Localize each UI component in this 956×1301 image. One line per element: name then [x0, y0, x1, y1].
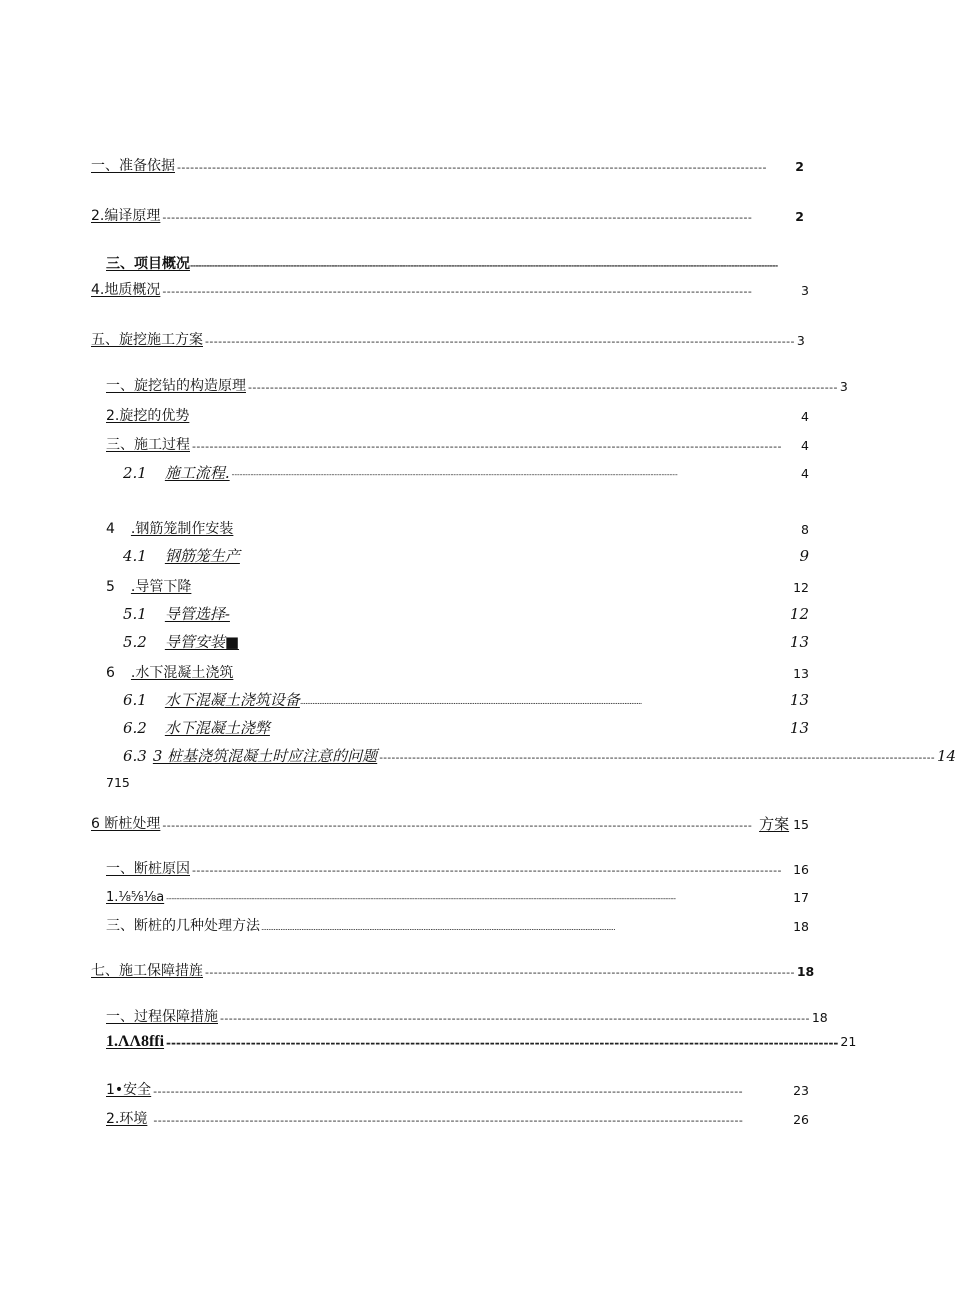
toc-entry-page: 16 — [793, 862, 809, 877]
toc-entry[interactable] — [106, 579, 809, 596]
toc-leader: --------------------------------------------------------------------------------------------------------------------------------------- — [162, 285, 753, 298]
toc-entry[interactable] — [123, 634, 809, 651]
toc-entry-title[interactable]: 4.地质概况 — [91, 282, 161, 298]
toc-leader: .................................................................................................................................................................................................... — [299, 697, 642, 706]
toc-leader: --------------------------------------------------------------------------------------------------------------------------------------- — [162, 819, 753, 832]
toc-entry-text: 水下混凝土浇弊 — [164, 719, 270, 737]
toc-entry[interactable] — [106, 378, 848, 395]
toc-entry[interactable] — [106, 437, 809, 454]
toc-entry[interactable] — [91, 282, 809, 299]
toc-entry[interactable] — [106, 256, 818, 273]
toc-entry-page: 9 — [799, 547, 809, 565]
toc-leader: --------------------------------------------------------------------------------------------------------------------------------------- — [220, 1012, 810, 1025]
toc-entry-title[interactable] — [106, 665, 233, 682]
toc-entry-title[interactable] — [106, 521, 233, 538]
toc-entry-title[interactable]: 一、过程保障措施 — [106, 1009, 218, 1025]
toc-entry-number: 5 — [106, 579, 115, 595]
toc-entry[interactable] — [91, 158, 804, 175]
toc-entry-number: 5.2 — [123, 633, 147, 651]
toc-entry-page: 12 — [793, 580, 809, 595]
toc-leader: --------------------------------------------------------------------------------------------------------------------------------------- — [205, 966, 795, 979]
toc-entry-title[interactable] — [123, 465, 230, 482]
toc-leader: --------------------------------------------------------------------------------------------------------------------------------------- — [192, 864, 782, 877]
toc-leader: ........................................................................................................................................................................................................... — [261, 923, 615, 932]
toc-entry-title[interactable]: 1.ΛΛ8ffi — [106, 1033, 165, 1050]
toc-entry-page: 17 — [793, 890, 809, 905]
toc-entry-number: 4 — [106, 521, 115, 537]
toc-entry-title[interactable]: 一、旋挖钻的构造原理 — [106, 378, 246, 394]
toc-entry[interactable] — [123, 692, 809, 709]
toc-entry-page: 13 — [789, 719, 809, 737]
stray-text: 715 — [106, 775, 130, 790]
toc-entry[interactable] — [123, 465, 809, 482]
toc-entry-number: 6.1 — [123, 691, 147, 709]
toc-entry-page: 13 — [793, 666, 809, 681]
toc-entry-page: 14 — [936, 747, 956, 765]
toc-entry-title[interactable]: 三、施工过程 — [106, 437, 190, 453]
toc-entry-number: 6 — [106, 665, 115, 681]
toc-entry-title[interactable]: 一、准备依据 — [91, 158, 175, 174]
toc-entry-text: 3 桩基浇筑混凝土时应注意的问题 — [152, 747, 378, 765]
toc-entry-page: 15 — [793, 817, 809, 832]
toc-entry-page: 26 — [793, 1112, 809, 1127]
toc-entry-text: .导管下降 — [130, 579, 192, 595]
toc-leader: ------------------------------------------------------------------------------------------------------------------------------------------------------------------------------------------------------------------------ — [190, 261, 778, 270]
toc-entry[interactable] — [106, 861, 809, 878]
toc-entry-title[interactable]: 三、项目概况 — [106, 256, 190, 272]
toc-entry[interactable] — [123, 548, 809, 565]
toc-entry-title[interactable]: 2.环境 — [106, 1111, 148, 1127]
toc-entry-title[interactable]: 6 断桩处理 — [91, 816, 161, 832]
toc-leader: --------------------------------------------------------------------------------------------------------------------------------------- — [166, 1036, 839, 1050]
toc-entry-page: 3 — [839, 379, 848, 394]
toc-entry[interactable] — [106, 521, 809, 538]
toc-entry-title[interactable]: 2.旋挖的优势 — [106, 408, 190, 424]
toc-entry-number: 6.3 — [123, 747, 147, 765]
toc-entry-page: 18 — [796, 964, 815, 979]
toc-leader: --------------------------------------------------------------------------------------------------------------------------------------- — [379, 751, 935, 764]
toc-entry[interactable] — [106, 408, 809, 425]
toc-entry-title[interactable]: 一、断桩原因 — [106, 861, 190, 877]
toc-leader: ----------------------------------------------------------------------------------------------------------------------------------------------------------------------------------------------------- — [166, 894, 676, 903]
toc-entry[interactable] — [91, 208, 804, 225]
toc-entry-page: 13 — [789, 691, 809, 709]
toc-entry[interactable] — [106, 889, 809, 906]
toc-leader: --------------------------------------------------------------------------------------------------------------------------------------- — [162, 211, 753, 224]
toc-leader: --------------------------------------------------------------------------------------------------------------------------------------- — [153, 1085, 744, 1098]
toc-entry-title[interactable]: 1.⅛⅝⅛a — [106, 890, 165, 905]
toc-entry-text: 导管安装■ — [164, 633, 240, 651]
toc-entry-title[interactable] — [123, 692, 300, 709]
toc-entry-page: 8 — [801, 522, 809, 537]
toc-entry[interactable] — [106, 1033, 857, 1050]
toc-entry-number: 5.1 — [123, 605, 147, 623]
toc-entry-title-suffix[interactable]: 方案 — [759, 815, 790, 833]
toc-entry[interactable] — [91, 332, 804, 349]
toc-entry-number: 6.2 — [123, 719, 147, 737]
toc-leader: --------------------------------------------------------------------------------------------------------------------------------------- — [177, 161, 767, 174]
toc-entry-title[interactable] — [106, 579, 191, 596]
toc-entry-number: 4.1 — [123, 547, 147, 565]
toc-entry-page: 23 — [793, 1083, 809, 1098]
toc-entry-title[interactable]: 1•安全 — [106, 1082, 152, 1098]
toc-entry-title[interactable] — [123, 634, 239, 651]
toc-entry-title[interactable] — [123, 748, 377, 765]
toc-entry-text: 水下混凝土浇筑设备 — [164, 691, 300, 709]
toc-entry-title[interactable] — [123, 606, 230, 623]
toc-entry[interactable] — [91, 816, 809, 833]
toc-entry-page: 12 — [789, 605, 809, 623]
toc-entry-page: 18 — [793, 919, 809, 934]
toc-leader: --------------------------------------------------------------------------------------------------------------------------------------- — [153, 1114, 744, 1127]
toc-entry-page: 2 — [795, 159, 804, 174]
toc-entry-page: 21 — [840, 1034, 857, 1049]
toc-entry-title[interactable]: 三、断桩的几种处理方法 — [106, 918, 260, 934]
toc-entry[interactable] — [106, 1009, 828, 1026]
toc-entry-text: .水下混凝土浇筑 — [130, 665, 234, 681]
toc-entry-title[interactable] — [123, 548, 240, 565]
toc-leader: --------------------------------------------------------------------------------------------------------------------------------------- — [248, 381, 838, 394]
toc-entry[interactable] — [106, 1111, 809, 1128]
toc-leader: --------------------------------------------------------------------------------------------------------------------------------------- — [205, 335, 795, 348]
toc-entry-text: 导管选择- — [164, 605, 230, 623]
toc-entry-page: 3 — [801, 283, 809, 298]
toc-entry[interactable] — [106, 1082, 809, 1099]
toc-entry[interactable] — [106, 665, 809, 682]
toc-entry-page: 4 — [801, 438, 809, 453]
toc-entry-text: .钢筋笼制作安装 — [130, 521, 234, 537]
toc-entry-text: 施工流程. — [164, 464, 230, 482]
toc-leader: --------------------------------------------------------------------------------------------------------------------------------------------------------------------- — [231, 470, 678, 479]
toc-entry-page: 13 — [789, 633, 809, 651]
toc-entry-page: 4 — [801, 409, 809, 424]
toc-entry[interactable] — [123, 747, 956, 765]
toc-entry[interactable] — [106, 918, 809, 935]
toc-entry-page: 4 — [801, 466, 809, 481]
toc-entry[interactable] — [123, 720, 809, 737]
toc-entry-page: 3 — [796, 333, 805, 348]
toc-entry-title[interactable]: 2.编译原理 — [91, 208, 161, 224]
toc-entry-title[interactable]: 七、施工保障措旌 — [91, 963, 203, 979]
toc-entry[interactable] — [123, 606, 809, 623]
toc-entry-title[interactable] — [123, 720, 270, 737]
toc-entry[interactable] — [91, 963, 815, 980]
toc-entry-number: 2.1 — [123, 464, 147, 482]
toc-entry-page: 2 — [795, 209, 804, 224]
toc-entry-text: 钢筋笼生产 — [164, 547, 240, 565]
toc-entry-page: 18 — [811, 1010, 828, 1025]
toc-leader: --------------------------------------------------------------------------------------------------------------------------------------- — [192, 440, 782, 453]
toc-entry-title[interactable]: 五、旋挖施工方案 — [91, 332, 203, 348]
